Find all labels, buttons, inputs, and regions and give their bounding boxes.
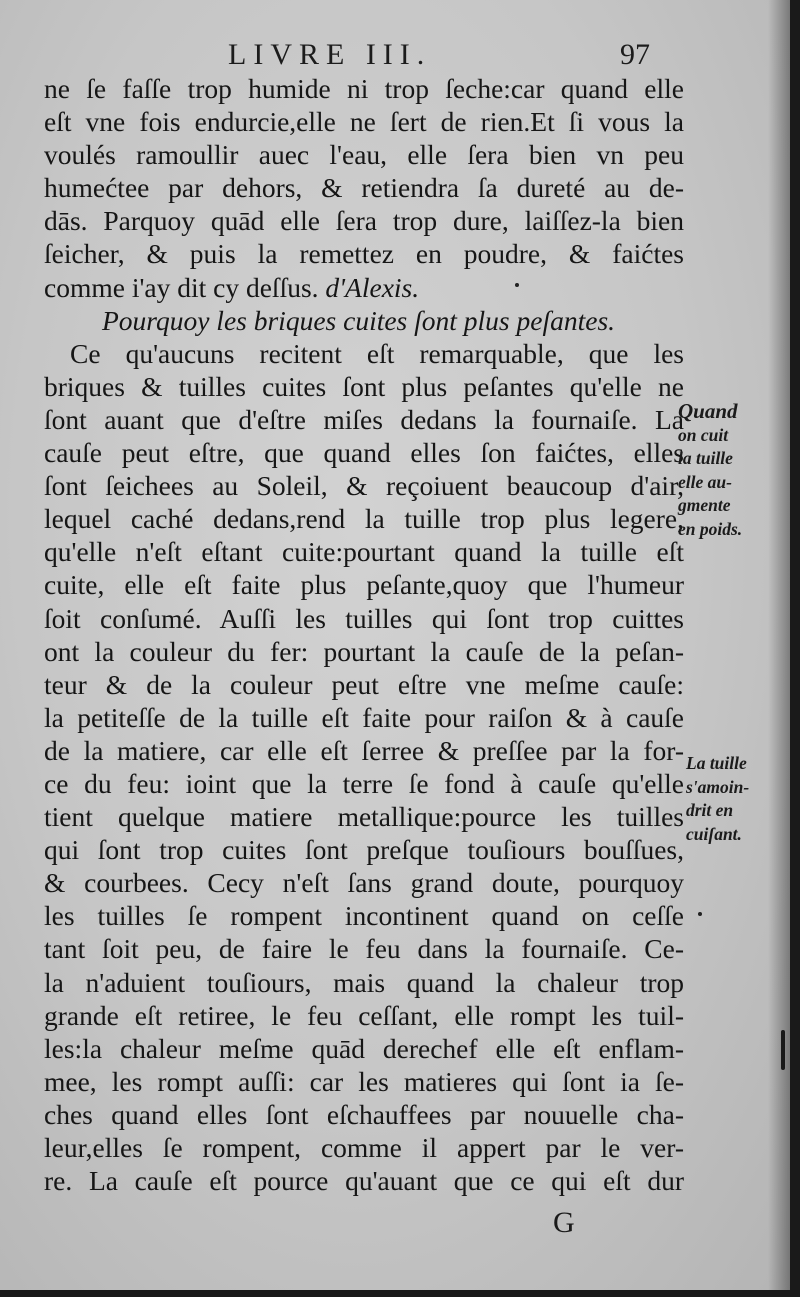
- body-text: [44, 72, 684, 1197]
- text-line: ne ſe faſſe trop humide ni trop ſeche:car quand elle: [44, 73, 684, 104]
- ink-speck: [781, 1030, 785, 1070]
- margin-note: [686, 752, 749, 846]
- paragraph-line: tient quelque matiere metallique:pource les tuilles: [44, 801, 684, 833]
- paragraph-line: briques & tuilles cuites ſont plus peſantes qu'elle ne: [44, 370, 684, 402]
- margin-note-line: drit en: [686, 800, 734, 820]
- margin-note-line: on cuit: [678, 424, 729, 445]
- margin-note: [678, 400, 742, 541]
- running-title: LIVRE III.: [228, 38, 432, 71]
- paragraph-line: ſont auant que d'eſtre miſes dedans la fournaiſe. La: [44, 403, 684, 435]
- margin-note-line: en poids.: [678, 518, 743, 539]
- source-reference: d'Alexis.: [325, 271, 420, 303]
- paragraph-line: ches quand elles ſont eſchauffees par nouuelle cha-: [44, 1098, 684, 1130]
- paragraph-line: Ce qu'aucuns recitent eſt remarquable, que les: [70, 337, 684, 369]
- text-line: voulés ramoullir auec l'eau, elle ſera bien vn peu: [44, 139, 684, 171]
- margin-note-line: la tuille: [678, 448, 733, 468]
- margin-note-line: cuiſant.: [686, 823, 742, 844]
- paragraph-line: lequel caché dedans,rend la tuille trop plus legere,: [44, 503, 684, 535]
- paragraph-line: & courbees. Cecy n'eſt ſans grand doute, pourquoy: [44, 867, 684, 899]
- paragraph-line: les tuilles ſe rompent incontinent quand on ceſſe: [44, 900, 684, 932]
- margin-note-line: s'amoin-: [686, 776, 750, 797]
- paragraph-line: ſoit conſumé. Auſſi les tuilles qui ſont trop cuittes: [44, 602, 684, 634]
- paragraph-line: ſont ſeichees au Soleil, & reçoiuent beaucoup d'air,: [44, 470, 684, 502]
- paragraph-line: re. La cauſe eſt pource qu'auant que ce qui eſt dur: [44, 1165, 684, 1197]
- margin-note-line: elle au-: [678, 471, 732, 492]
- signature-mark: G: [553, 1206, 575, 1239]
- text-line: humećtee par dehors, & retiendra ſa dureté au de-: [44, 172, 684, 204]
- paragraph-line: cauſe peut eſtre, que quand elles ſon faićtes, elles: [44, 437, 684, 469]
- margin-note-line: gmente: [678, 495, 731, 515]
- paragraph-line: la petiteſſe de la tuille eſt faite pour raiſon & à cauſe: [44, 701, 684, 733]
- section-heading: Pourquoy les briques cuites ſont plus peſantes.: [102, 304, 616, 336]
- paragraph-line: qu'elle n'eſt eſtant cuite:pourtant quand la tuille eſt: [44, 536, 684, 568]
- paragraph-line: les:la chaleur meſme quād derechef elle eſt enflam-: [44, 1032, 684, 1064]
- paragraph-line: grande eſt retiree, le feu ceſſant, elle rompt les tuil-: [44, 999, 684, 1031]
- text-line: ſeicher, & puis la remettez en poudre, & faićtes: [44, 238, 684, 270]
- paragraph-line: de la matiere, car elle eſt ſerree & preſſee par la for-: [44, 734, 684, 766]
- text-line: dās. Parquoy quād elle ſera trop dure, laiſſez-la bien: [44, 205, 684, 237]
- paragraph-line: cuite, elle eſt faite plus peſante,quoy que l'humeur: [44, 569, 684, 601]
- paragraph-line: qui ſont trop cuites ſont preſque touſiours bouſſues,: [44, 834, 684, 866]
- text-line: comme i'ay dit cy deſſus.: [44, 271, 319, 303]
- paragraph-line: mee, les rompt auſſi: car les matieres qui ſont ia ſe-: [44, 1065, 684, 1097]
- paragraph-line: tant ſoit peu, de faire le feu dans la fournaiſe. Ce-: [44, 933, 684, 965]
- ink-speck: [515, 283, 519, 287]
- text-line: eſt vne fois endurcie,elle ne ſert de rien.Et ſi vous la: [44, 106, 684, 138]
- paragraph-line: ce du feu: ioint que la terre ſe fond à cauſe qu'elle: [44, 767, 684, 799]
- paragraph-line: leur,elles ſe rompent, comme il appert par le ver-: [44, 1132, 684, 1163]
- page-number: 97: [620, 38, 650, 71]
- paragraph-line: teur & de la couleur peut eſtre vne meſme cauſe:: [44, 668, 684, 700]
- ink-speck: [698, 912, 702, 916]
- margin-note-line: Quand: [678, 399, 738, 423]
- text-line-with-reference: [44, 271, 684, 304]
- paragraph-line: la n'aduient touſiours, mais quand la chaleur trop: [44, 966, 684, 998]
- margin-note-line: La tuille: [686, 753, 747, 773]
- paragraph-line: ont la couleur du fer: pourtant la cauſe de la peſan-: [44, 635, 684, 667]
